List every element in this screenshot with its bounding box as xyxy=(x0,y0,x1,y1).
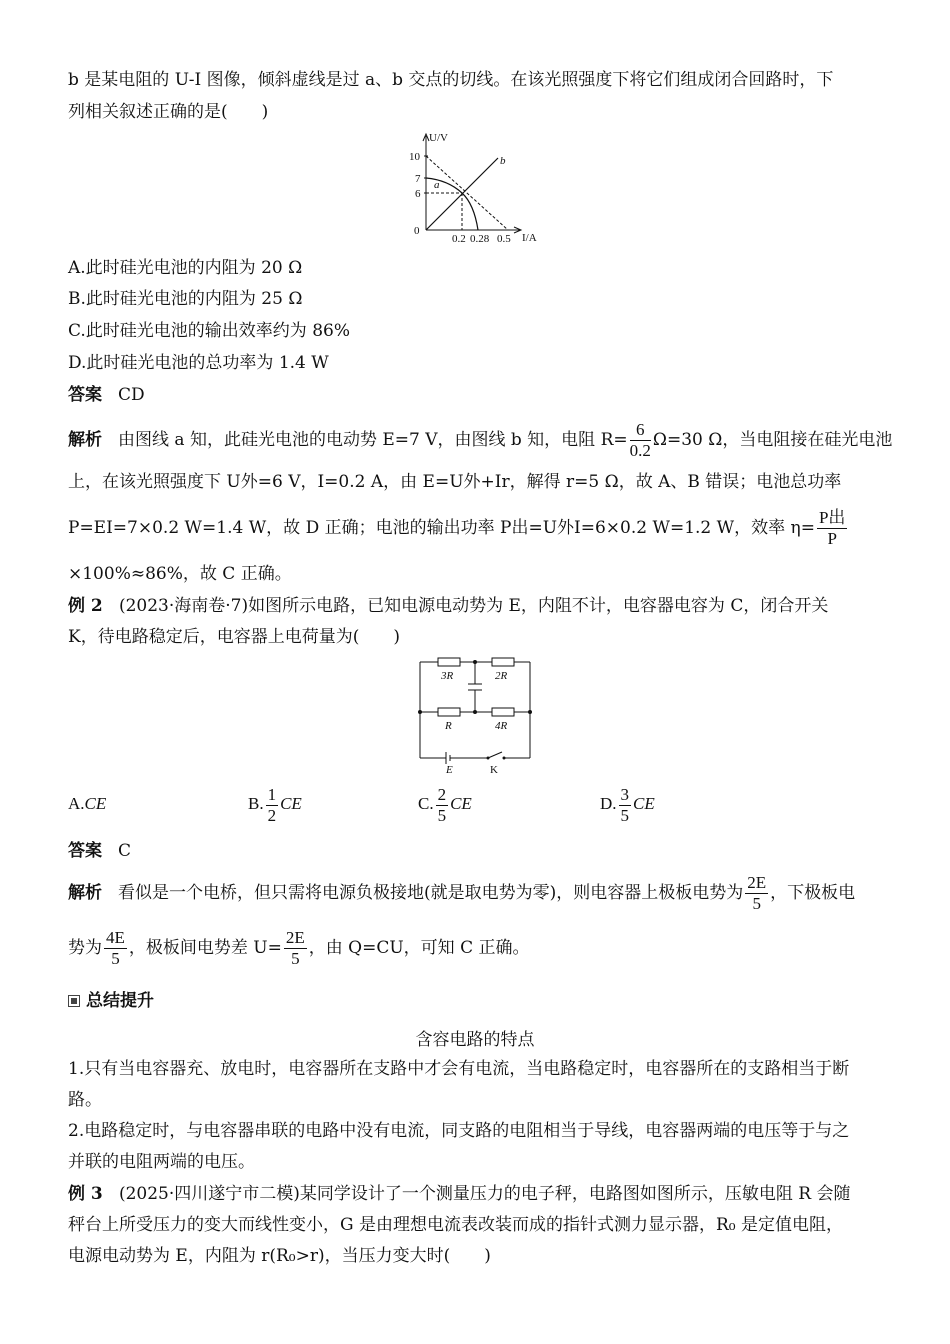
q2-analysis-fraction-2: $\frac{4E}{5}$ xyxy=(106,928,125,968)
resistor-r xyxy=(438,708,460,716)
summary-heading-row xyxy=(68,989,154,1013)
x-axis-label: I/A xyxy=(522,232,537,244)
label-k: K xyxy=(490,764,498,774)
q2-option-a: A.CE xyxy=(68,794,107,813)
q2-option-c: C. $\frac{2}{5}$ CE xyxy=(418,784,472,825)
q2-analysis-fraction-3: $\frac{2E}{5}$ xyxy=(285,928,305,968)
q2-analysis-line-2: 势为 $\frac{4E}{5}$ ，极板间电势差 U= $\frac{2E}{5}$ ，由 Q=CU，可知 C 正确。 xyxy=(68,928,530,968)
q3-text-line-2: 秤台上所受压力的变大而线性变小，G 是由理想电流表改装而成的指针式测力显示器，R₀ 是定值电阻， xyxy=(68,1215,844,1235)
q1-answer-row xyxy=(68,383,145,407)
summary-p1-line-2: 路。 xyxy=(68,1090,102,1110)
q3-label: 例 3 xyxy=(68,1184,103,1204)
resistor-4r xyxy=(492,708,514,716)
q2-answer-row xyxy=(68,839,131,863)
label-3r: 3R xyxy=(441,670,454,682)
summary-p2-line-1: 2.电路稳定时，与电容器串联的电路中没有电流，同支路的电阻相当于导线，电容器两端的电压等于与之 xyxy=(68,1121,850,1141)
switch-k xyxy=(488,752,502,758)
q1-analysis-label: 解析 xyxy=(68,430,102,450)
q2-analysis-label: 解析 xyxy=(68,883,102,903)
q1-analysis-text-3a: P=EI=7×0.2 W=1.4 W，故 D 正确；电池的输出功率 P出=U外I=6×0.2 W=1.2 W，效率 η= xyxy=(68,518,815,538)
q2-option-b: B. $\frac{1}{2}$ CE xyxy=(248,784,302,825)
label-e: E xyxy=(446,764,453,774)
q2-option-d: D. $\frac{3}{5}$ CE xyxy=(600,784,655,825)
q1-analysis-line-1 xyxy=(68,418,892,462)
q2-text-line-2: K，待电路稳定后，电容器上电荷量为( ) xyxy=(68,627,400,647)
q3-text-line-1 xyxy=(68,1182,851,1206)
q2-text-line-1 xyxy=(68,594,828,618)
x-tick-0.2: 0.2 xyxy=(452,233,466,245)
q2-analysis-line-1: 解析 看似是一个电桥，但只需将电源负极接地(就是取电势为零)，则电容器上极板电势为 $\frac{2E}{5}$ ，下极板电 xyxy=(68,873,856,913)
q3-text-line-3: 电源电动势为 E，内阻为 r(R₀>r)，当压力变大时( ) xyxy=(68,1246,491,1266)
x-tick-0.28: 0.28 xyxy=(470,233,490,245)
y-tick-10: 10 xyxy=(409,151,420,163)
q2-label: 例 2 xyxy=(68,596,103,616)
q1-analysis-line-4: ×100%≈86%，故 C 正确。 xyxy=(68,564,292,584)
q1-answer-label: 答案 xyxy=(68,385,102,405)
curve-a-label: a xyxy=(434,179,440,191)
ui-graph xyxy=(400,128,560,248)
q1-answer-value: CD xyxy=(118,385,145,405)
q1-analysis-line-2: 上，在该光照强度下 U外=6 V，I=0.2 A，由 E=U外+Ir，解得 r=5 Ω，故 A、B 错误；电池总功率 xyxy=(68,472,842,492)
label-4r: 4R xyxy=(495,720,508,732)
summary-p2-line-2: 并联的电阻两端的电压。 xyxy=(68,1152,255,1172)
resistor-2r xyxy=(492,658,514,666)
q1-analysis-text-1b: Ω=30 Ω，当电阻接在硅光电池 xyxy=(652,430,893,450)
q3-text-1: (2025·四川遂宁市二模)某同学设计了一个测量压力的电子秤，电路图如图所示，压敏电阻 R 会随 xyxy=(118,1184,851,1204)
q1-intro-line-2: 列相关叙述正确的是( ) xyxy=(68,102,269,122)
y-tick-7: 7 xyxy=(415,173,421,185)
q1-option-c: C.此时硅光电池的输出效率约为 86% xyxy=(68,321,350,341)
label-2r: 2R xyxy=(495,670,508,682)
line-b-label: b xyxy=(500,155,506,167)
summary-title: 含容电路的特点 xyxy=(415,1030,535,1050)
summary-p1-line-1: 1.只有当电容器充、放电时，电容器所在支路中才会有电流，当电路稳定时，电容器所在的支路相当于断 xyxy=(68,1059,850,1079)
q2-analysis-fraction-1: $\frac{2E}{5}$ xyxy=(747,873,767,913)
summary-heading: 总结提升 xyxy=(86,991,154,1011)
q1-analysis-line-3 xyxy=(68,506,849,550)
section-square-icon xyxy=(68,995,80,1007)
q1-option-d: D.此时硅光电池的总功率为 1.4 W xyxy=(68,353,329,373)
resistor-3r xyxy=(438,658,460,666)
label-r: R xyxy=(445,720,452,732)
q2-answer-value: C xyxy=(118,841,132,861)
circuit-diagram xyxy=(412,654,542,774)
q1-analysis-fraction-eta: $\frac{\text{P出}}{P}$ xyxy=(818,508,846,548)
y-axis-label: U/V xyxy=(429,132,448,144)
q2-text-1: (2023·海南卷·7)如图所示电路，已知电源电动势为 E，内阻不计，电容器电容为 C，闭合开关 xyxy=(118,596,829,616)
q1-option-b: B.此时硅光电池的内阻为 25 Ω xyxy=(68,289,303,309)
origin-label: 0 xyxy=(414,225,420,237)
q1-intro-line-1: b 是某电阻的 U-I 图像，倾斜虚线是过 a、b 交点的切线。在该光照强度下将它们组成闭合回路时，下 xyxy=(68,70,834,90)
y-tick-6: 6 xyxy=(415,188,421,200)
q1-option-a: A.此时硅光电池的内阻为 20 Ω xyxy=(68,258,303,278)
q1-analysis-text-1a: 由图线 a 知，此硅光电池的电动势 E=7 V，由图线 b 知，电阻 R= xyxy=(118,430,628,450)
q2-answer-label: 答案 xyxy=(68,841,102,861)
x-tick-0.5: 0.5 xyxy=(497,233,511,245)
q1-analysis-fraction-r: $\frac{6}{0.2}$ xyxy=(629,420,651,460)
